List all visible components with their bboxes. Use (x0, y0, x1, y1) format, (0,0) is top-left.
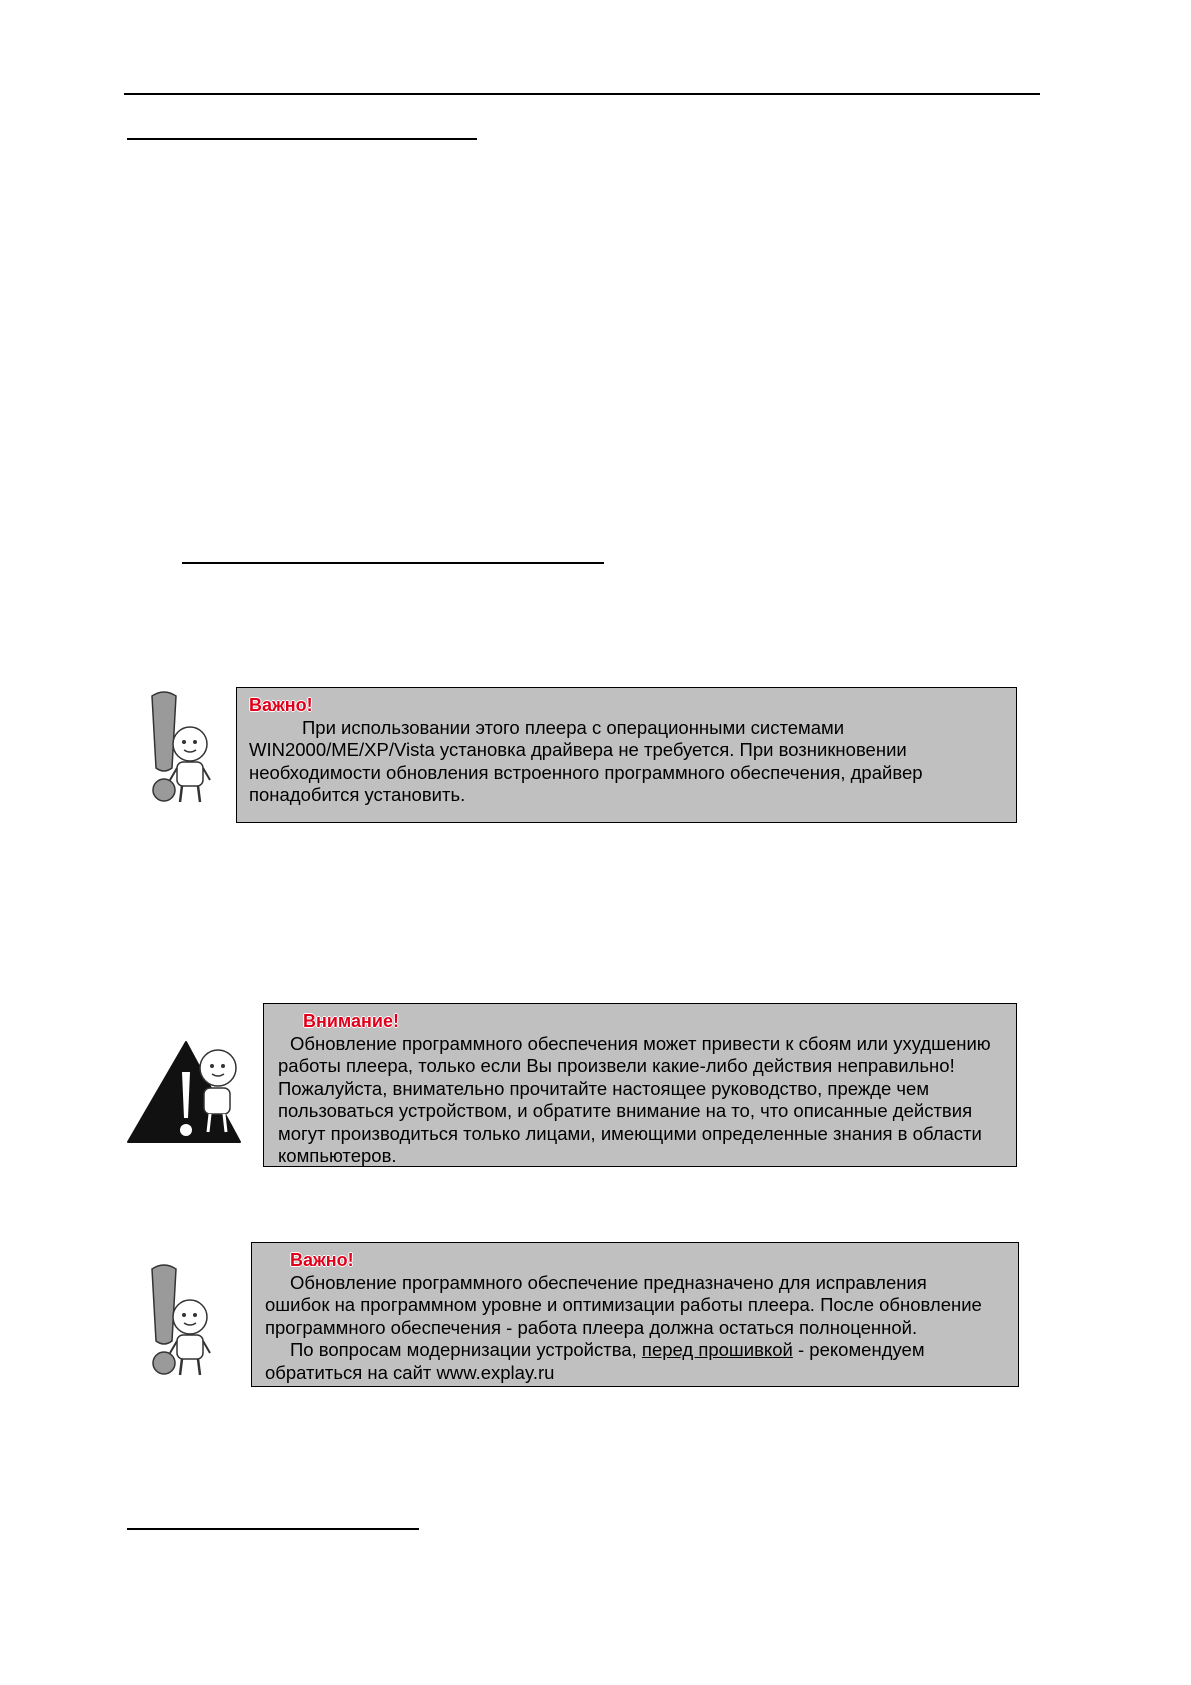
notice-line (265, 1317, 1006, 1340)
notice-text: пользоваться устройством, и обратите внимание на то, что описанные действия (278, 1100, 973, 1121)
notice-line (278, 1123, 1004, 1146)
notice-line (278, 1145, 1004, 1168)
notice-text: компьютеров. (278, 1145, 397, 1166)
notice-text: работы плеера, только если Вы произвели какие-либо действия неправильно! (278, 1055, 955, 1076)
notice-text: обратиться на сайт www.explay.ru (265, 1361, 555, 1383)
header-rule (124, 93, 1040, 95)
exclamation-robot-icon (144, 690, 222, 808)
notice-text: ошибок на программном уровне и оптимизации работы плеера. После обновление (265, 1294, 982, 1315)
notice-line (278, 1100, 1004, 1123)
underlined-text: перед прошивкой (641, 1339, 793, 1360)
notice-line (278, 1055, 1004, 1078)
warning-triangle-robot-icon (124, 1038, 242, 1146)
notice-line (249, 784, 1004, 807)
warning-notice (263, 1003, 1017, 1167)
important-notice-1 (236, 687, 1017, 823)
notice-line (278, 1078, 1004, 1101)
notice-text: понадобится установить. (249, 784, 466, 805)
notice-line (265, 1272, 1006, 1295)
footnote-rule (127, 1528, 419, 1530)
notice-title: Внимание! (303, 1011, 399, 1031)
notice-line (278, 1033, 1004, 1056)
notice-line (265, 1362, 1006, 1385)
notice-text: При использовании этого плеера с операционными системами (302, 716, 845, 738)
notice-text: Пожалуйста, внимательно прочитайте настоящее руководство, прежде чем (278, 1077, 930, 1099)
notice-title: Важно! (290, 1250, 354, 1270)
notice-line (249, 717, 1004, 740)
notice-text: программного обеспечения - работа плеера должна остаться полноценной. (265, 1316, 918, 1338)
notice-text: могут производиться только лицами, имеющими определенные знания в области (278, 1122, 982, 1144)
notice-text: Обновление программного обеспечения может привести к сбоям или ухудшению (290, 1032, 991, 1054)
notice-text: необходимости обновления встроенного программного обеспечения, драйвер (249, 761, 923, 783)
notice-text: WIN2000/ME/XP/Vista установка драйвера не требуется. При возникновении (249, 739, 907, 760)
heading-underline-1 (127, 138, 477, 140)
notice-text: - рекомендуем (798, 1339, 925, 1360)
exclamation-robot-icon (144, 1263, 222, 1381)
important-notice-2 (251, 1242, 1019, 1387)
notice-line (265, 1339, 1006, 1362)
notice-line (249, 739, 1004, 762)
notice-line (265, 1294, 1006, 1317)
notice-line (249, 762, 1004, 785)
heading-underline-2 (182, 562, 604, 564)
notice-title: Важно! (249, 695, 313, 715)
notice-text: Обновление программного обеспечение предназначено для исправления (290, 1271, 927, 1293)
notice-text: По вопросам модернизации устройства, (290, 1339, 637, 1360)
